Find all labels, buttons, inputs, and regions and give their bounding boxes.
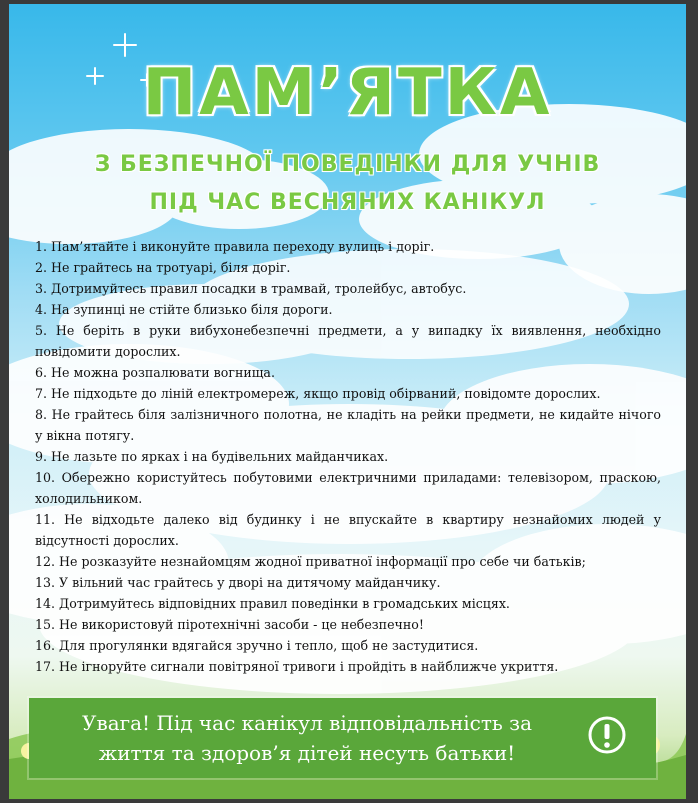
warning-text-line-2: життя та здоров’я дітей несуть батьки!: [98, 741, 516, 765]
poster: [9, 4, 686, 799]
safety-rules-list: [35, 236, 661, 677]
rule-item: 8. Не грайтесь біля залізничного полотна, не кладіть на рейки предмети, не кидайте нічого у вікна потягу.: [35, 407, 661, 443]
rule-item: 6. Не можна розпалювати вогнища.: [35, 365, 275, 380]
rule-item: 10. Обережно користуйтесь побутовими електричними приладами: телевізором, праскою, холодильником.: [35, 470, 661, 506]
subtitle-line-2: ПІД ЧАС ВЕСНЯНИХ КАНІКУЛ: [149, 190, 546, 215]
rule-item: 13. У вільний час грайтесь у дворі на дитячому майданчику.: [35, 575, 441, 590]
exclamation-circle-icon: [587, 715, 627, 755]
rule-item: 2. Не грайтесь на тротуарі, біля доріг.: [35, 260, 291, 275]
warning-text: [47, 708, 567, 768]
page-title: ПАМ’ЯТКА: [142, 56, 553, 130]
subtitle-line-1: З БЕЗПЕЧНОЇ ПОВЕДІНКИ ДЛЯ УЧНІВ: [94, 152, 601, 177]
rule-item: 11. Не відходьте далеко від будинку і не впускайте в квартиру незнайомих людей у відсутності дорослих.: [35, 512, 661, 548]
rule-item: 5. Не беріть в руки вибухонебезпечні предмети, а у випадку їх виявлення, необхідно повідомити дорослих.: [35, 323, 661, 359]
rule-item: 7. Не підходьте до ліній електромереж, якщо провід обірваний, повідомте дорослих.: [35, 386, 601, 401]
rule-item: 17. Не ігноруйте сигнали повітряної тривоги і пройдіть в найближче укриття.: [35, 659, 559, 674]
rule-item: 4. На зупинці не стійте близько біля дороги.: [35, 302, 333, 317]
rule-item: 1. Пам’ятайте і виконуйте правила переходу вулиць і доріг.: [35, 239, 435, 254]
rule-item: 15. Не використовуй піротехнічні засоби - це небезпечно!: [35, 617, 424, 632]
warning-text-line-1: Увага! Під час канікул відповідальність за: [81, 711, 533, 735]
rule-item: 16. Для прогулянки вдягайся зручно і тепло, щоб не застудитися.: [35, 638, 479, 653]
rule-item: 9. Не лазьте по ярках і на будівельних майданчиках.: [35, 449, 389, 464]
rule-item: 3. Дотримуйтесь правил посадки в трамвай, тролейбус, автобус.: [35, 281, 467, 296]
warning-banner: [29, 698, 656, 778]
rule-item: 14. Дотримуйтесь відповідних правил поведінки в громадських місцях.: [35, 596, 510, 611]
rule-item: 12. Не розказуйте незнайомцям жодної приватної інформації про себе чи батьків;: [35, 554, 586, 569]
